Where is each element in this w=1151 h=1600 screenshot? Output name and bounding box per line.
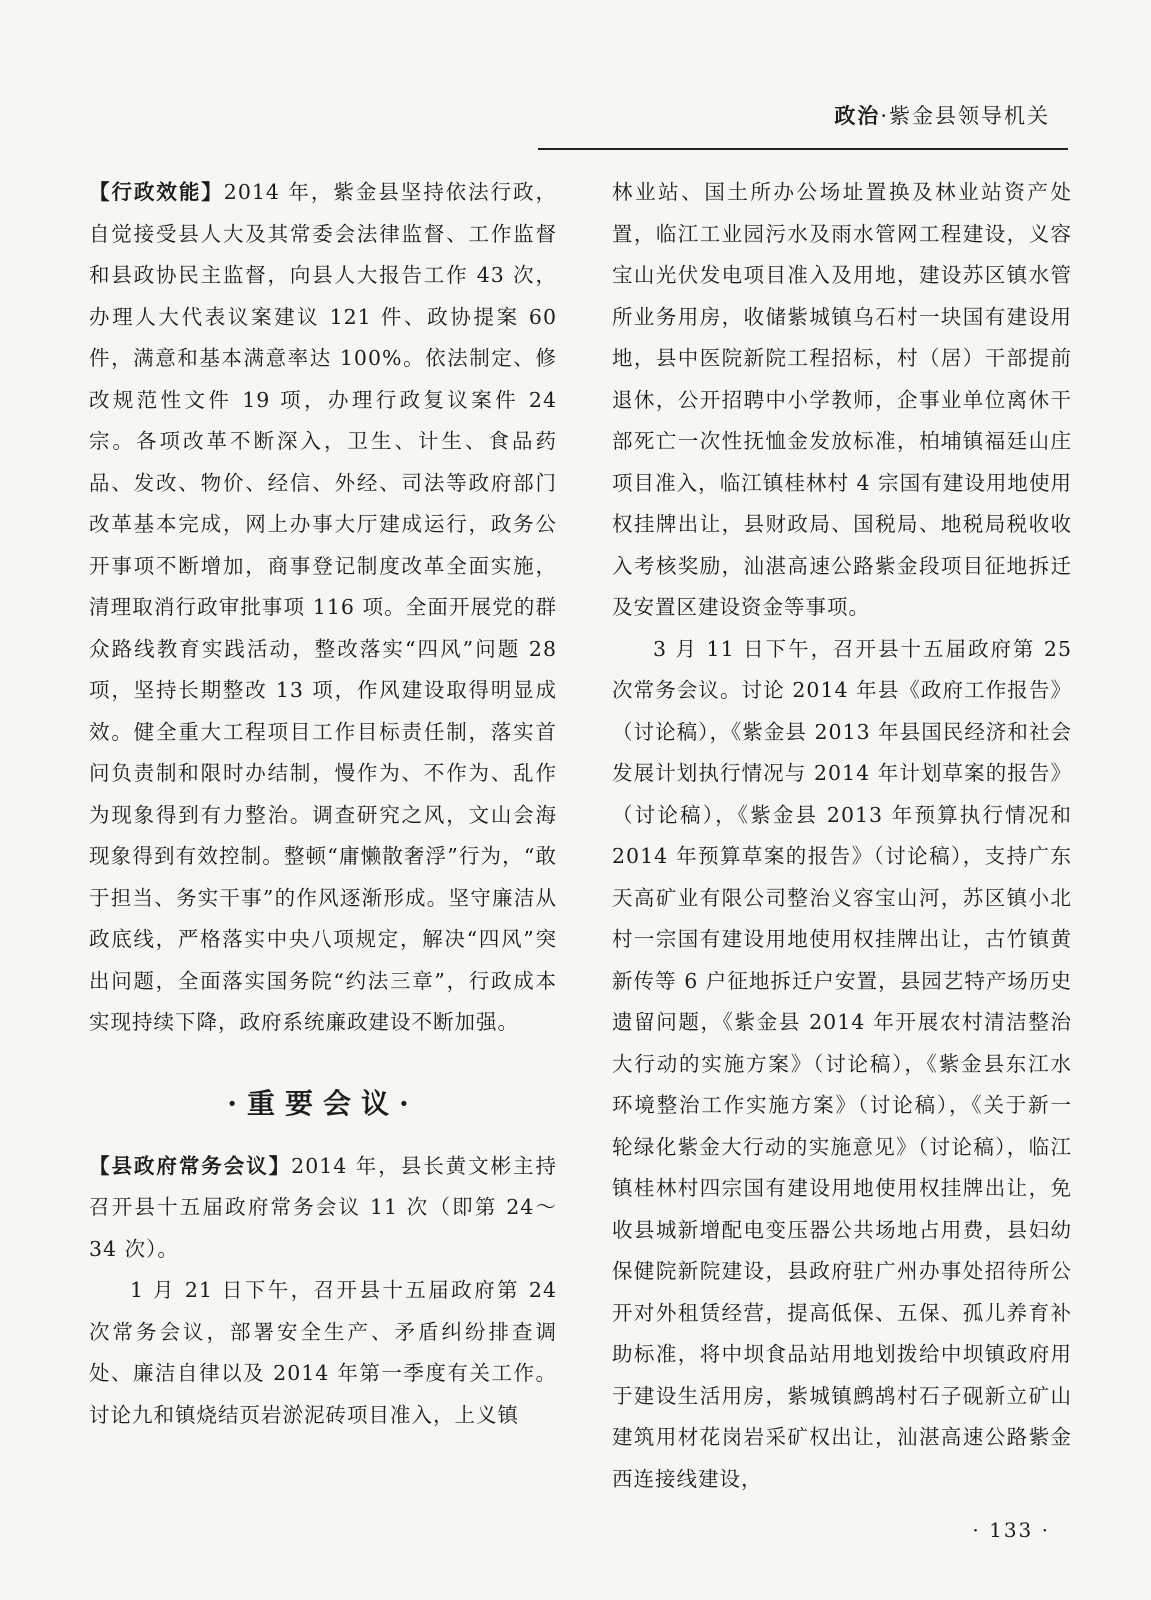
meeting-25-paragraph: 3 月 11 日下午，召开县十五届政府第 25 次常务会议。讨论 2014 年县《政府工作报告》（讨论稿），《紫金县 2013 年县国民经济和社会发展计划执行情况与 2014 年计划草案的报告》（讨论稿），《紫金县 2013 年预算执行情况和 2014 年预算草案的报告》（讨论稿），支持广东天高矿业有限公司整治义容宝山河，苏区镇小北村一宗国有建设用地使用权挂牌出让，古竹镇黄新传等 6 户征地拆迁户安置，县园艺特产场历史遗留问题，《紫金县 2014 年开展农村清洁整治大行动的实施方案》（讨论稿），《紫金县东江水环境整治工作实施方案》（讨论稿），《关于新一轮绿化紫金大行动的实施意见》（讨论稿），临江镇桂林村四宗国有建设用地使用权挂牌出让，免收县城新增配电变压器公共场地占用费，县妇幼保健院新院建设，县政府驻广州办事处招待所公开对外租赁经营，提高低保、五保、孤儿养育补助标准，将中坝食品站用地划拨给中坝镇政府用于建设生活用房，紫城镇鹧鸪村石子砚新立矿山建筑用材花岗岩采矿权出让，汕湛高速公路紫金西连接线建设， [612, 636, 1072, 1491]
admin-efficiency-paragraph [89, 172, 557, 1044]
standing-meeting-lead: 【县政府常务会议】 [89, 1153, 292, 1178]
header-separator: · [880, 104, 889, 128]
header-rule [538, 148, 1068, 150]
standing-meeting-body: 2014 年，县长黄文彬主持召开县十五届政府常务会议 11 次（即第 24～34 次）。 [89, 1153, 557, 1261]
header-subsection: 紫金县领导机关 [889, 104, 1050, 128]
meeting-24-continued-paragraph: 林业站、国土所办公场址置换及林业站资产处置，临江工业园污水及雨水管网工程建设，义容宝山光伏发电项目准入及用地，建设苏区镇水管所业务用房，收储紫城镇乌石村一块国有建设用地，县中医院新院工程招标，村（居）干部提前退休，公开招聘中小学教师，企事业单位离休干部死亡一次性抚恤金发放标准，柏埔镇福廷山庄项目准入，临江镇桂林村 4 宗国有建设用地使用权挂牌出让，县财政局、国税局、地税局税收收入考核奖励，汕湛高速公路紫金段项目征地拆迁及安置区建设资金等事项。 [612, 180, 1072, 619]
section-title: ·重要会议· [227, 1086, 419, 1120]
running-header [770, 100, 1050, 130]
left-column [89, 172, 557, 1436]
page-number: · 133 · [972, 1518, 1050, 1542]
admin-efficiency-body: 2014 年，紫金县坚持依法行政，自觉接受县人大及其常委会法律监督、工作监督和县政协民主监督，向县人大报告工作 43 次，办理人大代表议案建议 121 件、政协提案 60 件，满意和基本满意率达 100%。依法制定、修改规范性文件 19 项，办理行政复议案件 24 宗。各项改革不断深入，卫生、计生、食品药品、发改、物价、经信、外经、司法等政府部门改革基本完成，网上办事大厅建成运行，政务公开事项不断增加，商事登记制度改革全面实施，清理取消行政审批事项 116 项。全面开展党的群众路线教育实践活动，整改落实“四风”问题 28 项，坚持长期整改 13 项，作风建设取得明显成效。健全重大工程项目工作目标责任制，落实首问负责制和限时办结制，慢作为、不作为、乱作为现象得到有力整治。调查研究之风，文山会海现象得到有效控制。整顿“庸懒散奢浮”行为，“敢于担当、务实干事”的作风逐渐形成。坚守廉洁从政底线，严格落实中央八项规定，解决“四风”突出问题，全面落实国务院“约法三章”，行政成本实现持续下降，政府系统廉政建设不断加强。 [89, 180, 558, 1034]
meeting-24-paragraph: 1 月 21 日下午，召开县十五届政府第 24 次常务会议，部署安全生产、矛盾纠纷排查调处、廉洁自律以及 2014 年第一季度有关工作。讨论九和镇烧结页岩淤泥砖项目准入，上义镇 [89, 1278, 557, 1427]
standing-meeting-paragraph [89, 1146, 557, 1271]
header-section: 政治 [834, 103, 881, 128]
admin-efficiency-lead: 【行政效能】 [89, 180, 224, 204]
right-column [612, 172, 1072, 1500]
